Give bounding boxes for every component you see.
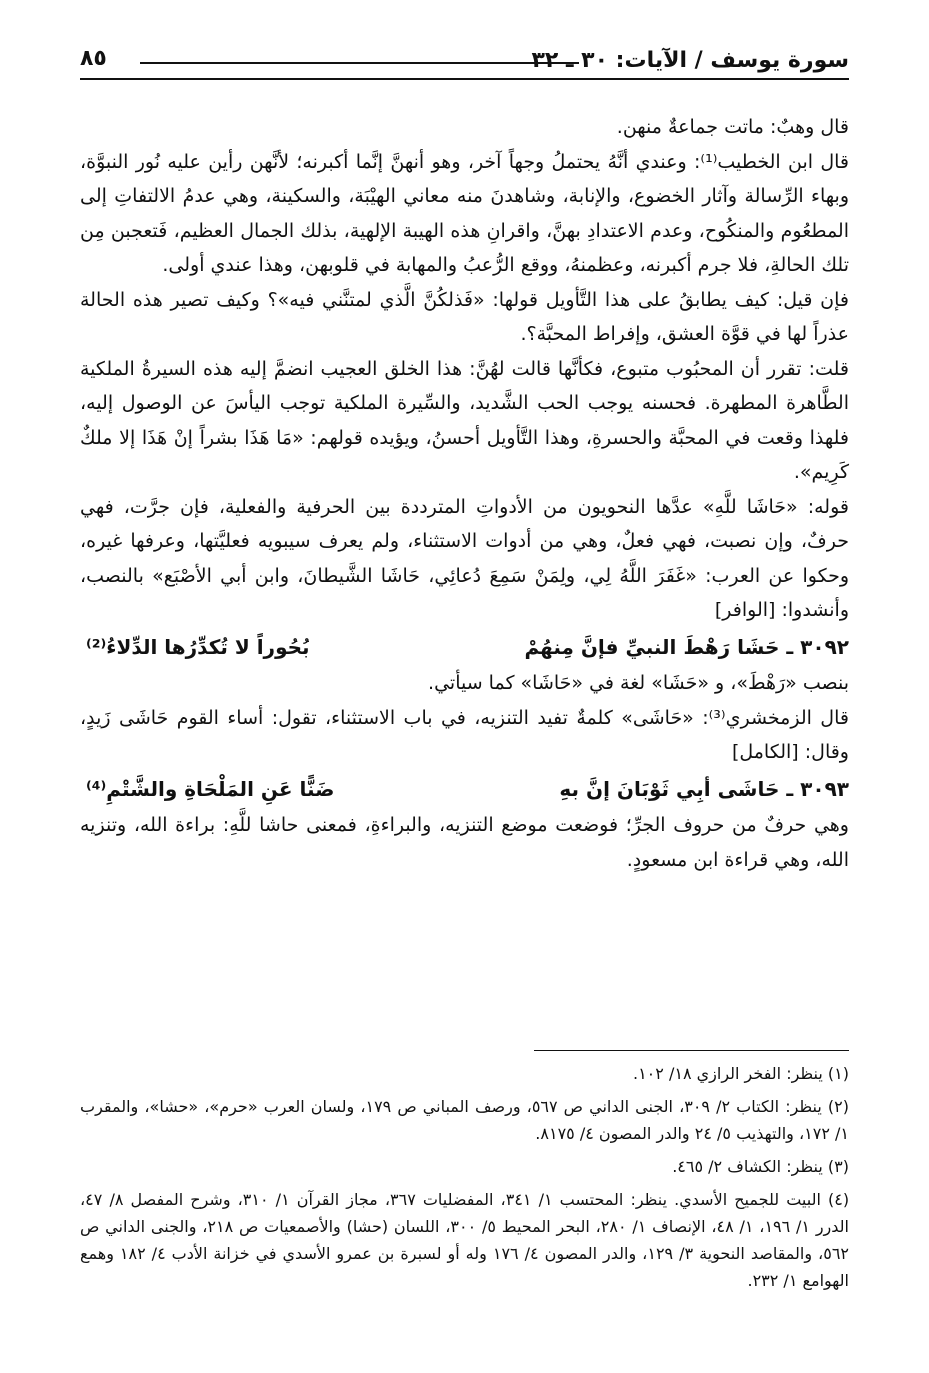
page-number: ٨٥ (80, 46, 107, 71)
footnote: (٤) البيت للجميح الأسدي. ينظر: المحتسب ١/ ٣٤١، المفضليات ٣٦٧، مجاز القرآن ١/ ٣١٠، وشرح المفصل ٨/ ٤٧، الدرر ١/ ١٩٦، ١/ ٤٨، الإنصاف ١/ ٢٨٠، البحر المحيط ٥/ ٣٠٠، اللسان (حشا) والأصمعيات ص ٢١٨، والجنى الداني ص ٥٦٢، والمقاصد النحوية ٣/ ١٢٩، والدر المصون ٤/ ١٧٦ وله أو لسبرة بن عمرو الأسدي في خزانة الأدب ٤/ ١٨٢ وهمع الهوامع ١/ ٢٣٢. (80, 1190, 850, 1290)
verse-second-hemistich: ضَنًّا عَنِ المَلْحَاةِ والشَّتْمِ⁽⁴⁾ (86, 776, 335, 801)
paragraph: قوله: «حَاشَا للَّهِ» عدَّها النحويون من الأدواتِ المترددة بين الحرفية والفعلية، فإن جرَّت، فهي حرفٌ، وإن نصبت، فهي فعلٌ، وهي من أدوات الاستثناء، ولم يعرف سيبويه فعليَّتها، وعرفها غيره، وحكوا عن العرب: «غَفَرَ اللَّهُ لِي، ولِمَنْ سَمِعَ دُعائِي، حَاشَا الشَّيطانَ، وابن أبي الأصْبَع» بالنصب، وأنشدوا: [الوافر] (80, 495, 849, 621)
poem-verse-3092 (80, 630, 849, 665)
paragraph: قال وهبٌ: ماتت جماعةٌ منهن. (616, 116, 849, 138)
footnote: (٢) ينظر: الكتاب ٢/ ٣٠٩، الجنى الداني ص ٥٦٧، ورصف المباني ص ١٧٩، ولسان العرب «حرم»، «حشا»، والمقرب ١/ ١٧٢، والتهذيب ٥/ ٢٤ والدر المصون ٤/ ٨١٧٥. (80, 1097, 850, 1143)
paragraph: فإن قيل: كيف يطابقُ على هذا التَّأويل قولها: «فَذلكُنَّ الَّذي لمتنَّني فيه»؟ وكيف تصير هذه الحالة عذراً لها في قوَّة العشق، وإفراط المحبَّة؟. (80, 288, 849, 345)
footnote-separator (534, 1050, 849, 1051)
paragraph: قلت: تقرر أن المحبُوب متبوع، فكأنَّها قالت لهُنَّ: هذا الخلق العجيب انضمَّ إليه هذه السيرةُ الملكية الطَّاهرة المطهرة. فحسنه يوجب الحب الشَّديد، والسِّيرة الملكية توجب اليأسَ عن الوصول إليه، فلهذا وقعت في المحبَّة والحسرةِ، وهذا التَّأويل أحسنُ، ويؤيده قولهم: «مَا هَذَا بشراً إنْ هَذَا إلا ملكٌ كَرِيم». (80, 357, 849, 483)
main-text (80, 110, 849, 877)
footnotes (80, 1060, 849, 1300)
verse-first-hemistich: ٣٠٩٢ ـ حَشَا رَهْطَ النبيِّ فإنَّ مِنهُمْ (524, 634, 849, 659)
verse-second-hemistich: بُحُوراً لا تُكدِّرُها الدِّلاءُ⁽²⁾ (86, 634, 310, 659)
paragraph: وهي حرفٌ من حروف الجرِّ؛ فوضعت موضع التنزيه، والبراءةِ، فمعنى حاشا للَّهِ: براءة الله، وتنزيه الله، وهي قراءة ابن مسعودٍ. (80, 814, 849, 871)
poem-verse-3093 (80, 772, 849, 807)
verse-first-hemistich: ٣٠٩٣ ـ حَاشَى أبِي ثَوْبَانَ إنَّ بهِ (559, 776, 849, 801)
footnote: (٣) ينظر: الكشاف ٢/ ٤٦٥. (672, 1157, 849, 1176)
paragraph: بنصب «رَهْطَ»، و «حَشَا» لغة في «حَاشَا» كما سيأتي. (428, 672, 849, 694)
header-title: سورة يوسف / الآيات: ٣٠ ـ ٣٢ (531, 48, 849, 73)
running-header (80, 44, 849, 80)
header-rule (140, 62, 579, 64)
footnote: (١) ينظر: الفخر الرازي ١٨/ ١٠٢. (632, 1064, 849, 1083)
paragraph: قال الزمخشري⁽³⁾: «حَاشَى» كلمةٌ تفيد التنزيه، في باب الاستثناء، تقول: أساء القوم حَاشَى زَيدٍ، وقال: [الكامل] (80, 706, 849, 763)
paragraph: قال ابن الخطيب⁽¹⁾: وعندي أنَّهُ يحتملُ وجهاً آخر، وهو أنهنَّ إنَّما أكبرنه؛ لأنَّهن رأين عليه نُور النبوَّة، وبهاء الرِّسالة وآثار الخضوع، والإنابة، وشاهدنَ منه معاني الهيْبَة، والسكينة، وهي عدمُ الالتفاتِ إلى المطعُوم والمنكُوح، وعدم الاعتدادِ بهنَّ، واقرانِ هذه الهيبة الإلهية، بذلك الجمال العظيم، فَتعجبن مِن تلك الحالةِ، فلا جرم أكبرنه، وعظمنهُ، ووقع الرُّعبُ والمهابة في قلوبهن، وهذا عندي أولى. (80, 150, 849, 276)
